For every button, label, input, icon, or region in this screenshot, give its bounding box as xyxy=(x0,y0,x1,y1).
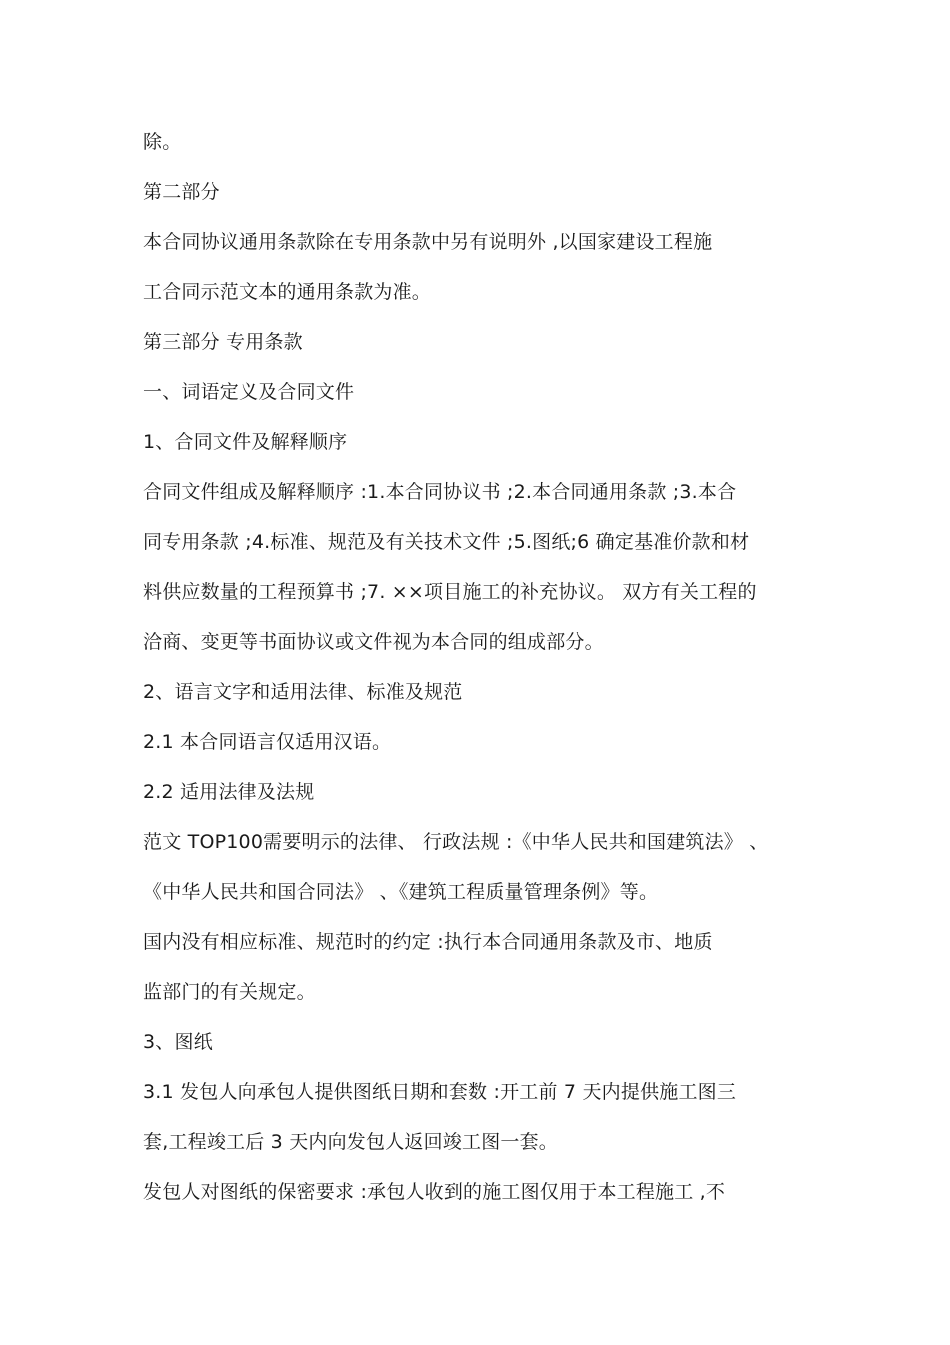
text-line: 3.1 发包人向承包人提供图纸日期和套数 :开工前 7 天内提供施工图三 xyxy=(143,1081,737,1103)
text-line: 合同文件组成及解释顺序 :1.本合同协议书 ;2.本合同通用条款 ;3.本合 xyxy=(143,481,737,503)
text-line: 监部门的有关规定。 xyxy=(143,981,316,1003)
clause-heading: 3、图纸 xyxy=(143,1031,213,1053)
subsection-heading: 一、词语定义及合同文件 xyxy=(143,381,355,403)
text-line: 工合同示范文本的通用条款为准。 xyxy=(143,281,432,303)
text-line: 洽商、变更等书面协议或文件视为本合同的组成部分。 xyxy=(143,631,604,653)
text-line: 《中华人民共和国合同法》 、《建筑工程质量管理条例》等。 xyxy=(143,881,659,903)
text-line: 发包人对图纸的保密要求 :承包人收到的施工图仅用于本工程施工 ,不 xyxy=(143,1181,726,1203)
text-line: 范文 TOP100需要明示的法律、 行政法规 :《中华人民共和国建筑法》 、 xyxy=(143,831,769,853)
clause-heading: 2、语言文字和适用法律、标准及规范 xyxy=(143,681,463,703)
section-heading: 第二部分 xyxy=(143,181,220,203)
text-line: 国内没有相应标准、规范时的约定 :执行本合同通用条款及市、地质 xyxy=(143,931,713,953)
clause-heading: 1、合同文件及解释顺序 xyxy=(143,431,348,453)
text-line: 2.2 适用法律及法规 xyxy=(143,781,315,803)
text-line: 同专用条款 ;4.标准、规范及有关技术文件 ;5.图纸;6 确定基准价款和材 xyxy=(143,531,750,553)
text-line: 除。 xyxy=(143,131,182,153)
section-heading: 第三部分 专用条款 xyxy=(143,331,303,353)
text-line: 套,工程竣工后 3 天内向发包人返回竣工图一套。 xyxy=(143,1131,559,1153)
text-line: 2.1 本合同语言仅适用汉语。 xyxy=(143,731,392,753)
text-line: 本合同协议通用条款除在专用条款中另有说明外 ,以国家建设工程施 xyxy=(143,231,713,253)
document-body xyxy=(143,123,823,1223)
text-line: 料供应数量的工程预算书 ;7. ××项目施工的补充协议。 双方有关工程的 xyxy=(143,581,757,603)
